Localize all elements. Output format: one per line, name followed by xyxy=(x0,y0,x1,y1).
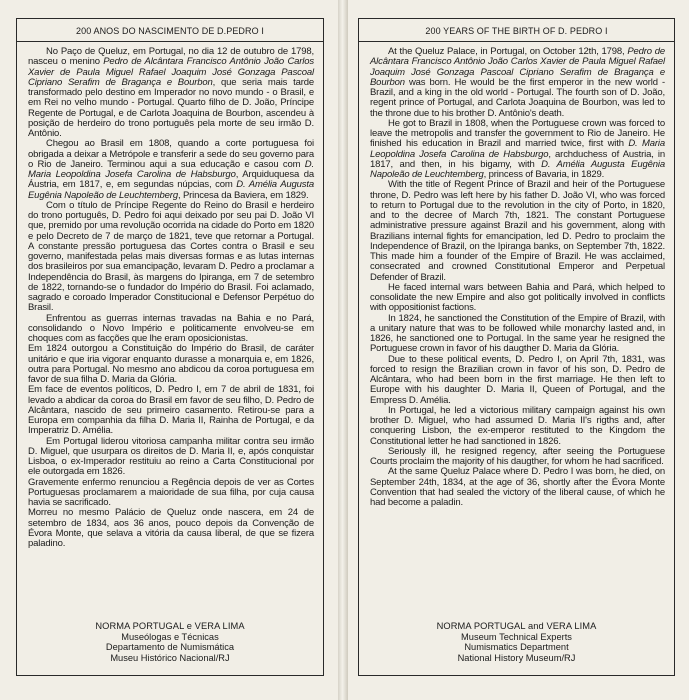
right-credits-line-1: Museum Technical Experts xyxy=(461,631,572,642)
left-paragraph-4: Enfrentou as guerras internas travadas na Bahia e no Pará, consolidando o Novo Império e politicamente envolveu-se em choques com as facções que lhe eram oposicionistas. xyxy=(28,312,314,344)
second-wife-italic: D. Amélia Augusta Eugênia Napoleão de Leuchtemberg xyxy=(370,158,665,180)
full-name-italic: Pedro de Alcântara Francisco Antônio João Carlos Xavier de Paula Miguel Rafael Joaquim José Gonzaga Pascoal Cipriano Serafim de Bragança e Bourbon xyxy=(28,56,314,88)
right-credits-line-2: Numismatics Department xyxy=(464,642,569,652)
first-wife-italic: D. Maria Leopoldina Josefa Carolina de Habsburgo xyxy=(28,158,314,180)
right-page-frame xyxy=(358,18,675,676)
left-page-title: 200 ANOS DO NASCIMENTO DE D.PEDRO I xyxy=(76,26,264,36)
left-paragraph-5: Em 1824 outorgou a Constituição do Império do Brasil, de caráter unitário e que iria vigorar enquanto durasse a monarquia e, em 1826, outra para Portugal. No mesmo ano abdicou da coroa portuguesa em favor de sua filha D. Maria da Glória. xyxy=(28,343,314,385)
left-credits-authors: NORMA PORTUGAL e VERA LIMA xyxy=(95,621,245,631)
right-credits xyxy=(359,621,674,663)
right-paragraph-2: He got to Brazil in 1808, when the Portuguese crown was forced to leave the metropolis and transfer the government to Rio de Janeiro. He finished his education in Brazil and married twice, first with D. Maria Leopoldina Josefa Carolina de Habsburgo, archduchess of Austria, in 1817, and then, in his bigamy, with D. Amélia Augusta Eugênia Napoleão de Leuchtemberg, princess of Bavaria, in 1829. xyxy=(370,117,665,180)
left-paragraph-9: Morreu no mesmo Palácio de Queluz onde nascera, em 24 de setembro de 1834, aos 36 anos, pouco depois da Convenção de Évora Monte, que selava a vitória da causa liberal, de que se fizera paladino. xyxy=(28,507,314,549)
left-title-rule xyxy=(17,41,323,42)
right-paragraph-4: He faced internal wars between Bahia and Pará, which helped to consolidate the new Empire and also got politically involved in conflicts with oppositionist factions. xyxy=(370,281,665,314)
left-paragraph-6: Em face de eventos políticos, D. Pedro I, em 7 de abril de 1831, foi levado a abdicar da coroa do Brasil em favor de seu filho, D. Pedro de Alcântara, nascido de seu primeiro casamento. Retirou-se para a Europa em companhia da filha D. Maria II, Rainha de Portugal, e da Imperatriz D. Amélia. xyxy=(28,384,314,437)
right-credits-authors: NORMA PORTUGAL and VERA LIMA xyxy=(436,621,597,631)
left-paragraph-2: Chegou ao Brasil em 1808, quando a corte portuguesa foi obrigada a deixar a Metrópole e transferir a sede do seu governo para o Rio de Janeiro. Terminou aqui a sua educação e casou com D. Maria Leopoldina Josefa Carolina de Habsburgo, Arquiduquesa da Áustria, em 1817, e, em segundas núpcias, com D. Amélia Augusta Eugênia Napoleão de Leuchtemberg, Princesa da Baviera, em 1829. xyxy=(28,138,315,201)
left-paragraph-7: Em Portugal liderou vitoriosa campanha militar contra seu irmão D. Miguel, que usurpara os direitos de D. Maria II, e, após conquistar Lisboa, o ex-Imperador restituiu ao reino a Carta Constitucional por ele outorgada em 1826. xyxy=(28,435,314,478)
page-fold xyxy=(338,0,348,700)
right-paragraph-1: At the Queluz Palace, in Portugal, on October 12th, 1798, Pedro de Alcântara Francisco Antônio João Carlos Xavier de Paula Miguel Rafael Joaquim José Gonzaga Pascoal Cipriano Serafim de Bragança e Bourbon was born. He would be the first emperor in the new world - Brazil, and a king in the old world - Portugal. The fourth son of D. João, regent prince of Portugal, and Carlota Joaquina de Bourbon, was led to the throne due to his brother D. Antônio's death. xyxy=(370,46,666,119)
second-wife-italic: D. Amélia Augusta Eugênia Napoleão de Leuchtemberg xyxy=(28,179,315,201)
right-credits-line-3: National History Museum/RJ xyxy=(457,652,576,663)
right-paragraph-5: In 1824, he sanctioned the Constitution of the Empire of Brazil, with a unitary nature that was to be followed while monarchy lasted and, in 1826, he sanctioned one to Portugal. In the same year he resigned the Portuguese crown in favor of his daugther D. Maria da Glória. xyxy=(370,312,665,355)
right-paragraph-3: With the title of Regent Prince of Brazil and heir of the Portuguese throne, D. Pedro was left here by his father D. João VI, who was forced to return to Portugal due to the revolution in the city of Porto, in 1820, and to the decree of March 7th, 1821. The constant Portuguese administrative pressure against Brazil and his government, along with Brazilians internal fights for emancipation, led D. Pedro to proclaim the Independence of Brazil, on the Ipiranga banks, on September 7th, 1822. This made him a founder of the Empire of Brazil. He was acclaimed, consecrated and crowned Constitutional Emperor and Perpetual Defender of Brazil. xyxy=(370,179,665,283)
right-title-rule xyxy=(359,41,674,42)
left-paragraph-1: No Paço de Queluz, em Portugal, no dia 12 de outubro de 1798, nasceu o menino Pedro de Alcântara Francisco Antônio João Carlos Xavier de Paula Miguel Rafael Joaquim José Gonzaga Pascoal Cipriano Serafim de Bragança e Bourbon, que seria mais tarde transformado pelo destino em Imperador no novo mundo - o Brasil, e em Rei no velho mundo - Portugal. Quarto filho de D. João, Príncipe Regente de Portugal, e de Carlota Joaquina de Bourbon, ascendeu à posição de herdeiro do trono português pela morte de seu irmão D. Antônio. xyxy=(28,46,314,139)
right-paragraph-9: At the same Queluz Palace where D. Pedro I was born, he died, on September 24th, 1834, at the age of 36, shortly after the Évora Monte Convention that had sealed the victory of the liberal cause, of which he had become a paladin. xyxy=(370,466,665,508)
left-paragraph-8: Gravemente enfermo renunciou a Regência depois de ver as Cortes Portuguesas proclamarem a maioridade de sua filha, por cuja causa havia se sacrificado. xyxy=(28,476,314,508)
left-credits xyxy=(17,621,323,663)
left-paragraph-3: Com o título de Príncipe Regente do Reino do Brasil e herdeiro do trono português, D. Pedro foi aqui deixado por seu pai D. João VI que, premido por uma revolução ocorrida na cidade do Porto em 1820 e pelo Decreto de 7 de março de 1821, teve que retornar a Portugal. A constante pressão portuguesa das Cortes contra o Brasil e seu governo, manifestada pelas mais diversas formas e as lutas internas dos brasileiros por sua emancipação, levaram D. Pedro a proclamar a Independência do Brasil, às margens do Ipiranga, em 7 de setembro de 1822, tornando-se o fundador do Império do Brasil. Foi aclamado, sagrado e coroado Imperador Constitucional e Defensor Perpétuo do Brasil. xyxy=(28,199,314,314)
left-page-body xyxy=(28,47,314,549)
full-name-italic: Pedro de Alcântara Francisco Antônio João Carlos Xavier de Paula Miguel Rafael Joaquim José Gonzaga Pascoal Cipriano Serafim de Bragança e Bourbon xyxy=(370,46,666,88)
right-page-title: 200 YEARS OF THE BIRTH OF D. PEDRO I xyxy=(425,26,608,36)
left-credits-line-1: Museólogas e Técnicas xyxy=(121,631,219,642)
left-page-frame xyxy=(16,18,324,676)
right-page-body xyxy=(370,47,665,508)
right-page xyxy=(348,0,689,700)
right-paragraph-8: Seriously ill, he resigned regency, after seeing the Portuguese Courts proclaim the majority of his daugther, for whom he had sacrificed. xyxy=(370,445,665,467)
right-paragraph-7: In Portugal, he led a victorious military campaign against his own brother D. Miguel, who had assumed D. Maria II's rigths and, after conquering Lisbon, the ex-emperor restituted to the Kingdom the Constitutional letter he had sanctioned in 1826. xyxy=(370,404,665,447)
left-credits-line-3: Museu Histórico Nacional/RJ xyxy=(110,652,230,663)
first-wife-italic: D. Maria Leopoldina Josefa Carolina de Habsburgo xyxy=(370,138,665,160)
left-credits-line-2: Departamento de Numismática xyxy=(105,642,235,652)
right-paragraph-6: Due to these political events, D. Pedro I, on April 7th, 1831, was forced to resign the Brazilian crown in favor of his son, D. Pedro de Alcântara, who had been born in the first marriage. He then left to Europe with his daughter D. Maria II, Queen of Portugal, and the Empress D. Amélia. xyxy=(370,353,665,406)
left-page xyxy=(0,0,338,700)
